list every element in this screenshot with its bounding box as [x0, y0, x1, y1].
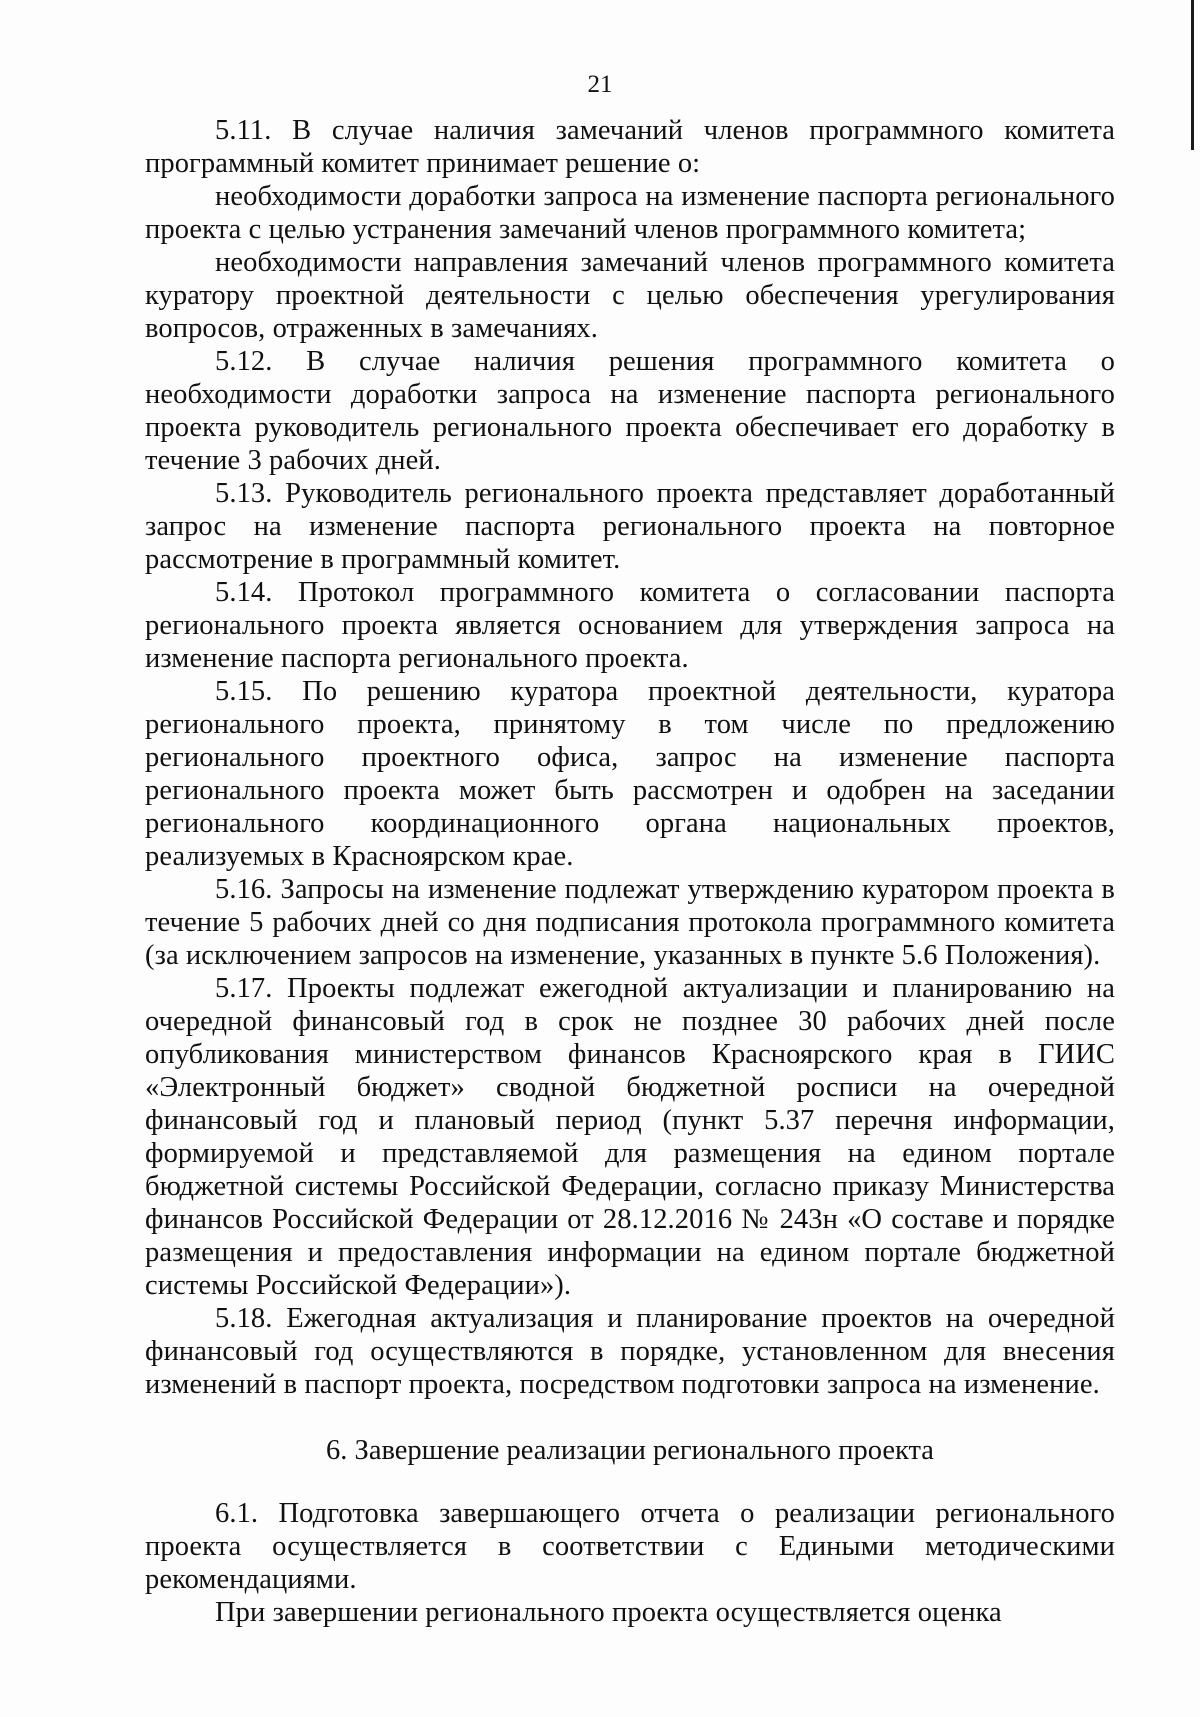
- paragraph-5-16: 5.16. Запросы на изменение подлежат утверждению куратором проекта в течение 5 рабочих дней со дня подписания протокола программного комитета (за исключением запросов на изменение, указанных в пункте 5.6 Положения).: [145, 874, 1115, 971]
- paragraph-6-1: 6.1. Подготовка завершающего отчета о реализации регионального проекта осуществляется в соответствии с Едиными методическими рекомендациями.: [145, 1498, 1115, 1595]
- paragraph-5-17: 5.17. Проекты подлежат ежегодной актуализации и планированию на очередной финансовый год в срок не позднее 30 рабочих дней после опубликования министерством финансов Красноярского края в ГИИС «Электронный бюджет» сводной бюджетной росписи на очередной финансовый год и плановый период (пункт 5.37 перечня информации, формируемой и представляемой для размещения на едином портале бюджетной системы Российской Федерации, согласно приказу Министерства финансов Российской Федерации от 28.12.2016 № 243н «О составе и порядке размещения и предоставления информации на едином портале бюджетной системы Российской Федерации»).: [145, 973, 1115, 1301]
- paragraph-5-11-option-1: необходимости доработки запроса на изменение паспорта регионального проекта с целью устранения замечаний членов программного комитета;: [145, 181, 1115, 245]
- paragraph-5-13: 5.13. Руководитель регионального проекта представляет доработанный запрос на изменение паспорта регионального проекта на повторное рассмотрение в программный комитет.: [145, 478, 1115, 575]
- paragraph-6-continuation: При завершении регионального проекта осуществляется оценка: [215, 1597, 1002, 1628]
- paragraph-5-11-option-2: необходимости направления замечаний членов программного комитета куратору проектной деятельности с целью обеспечения урегулирования вопросов, отраженных в замечаниях.: [145, 247, 1115, 344]
- page-number: 21: [587, 71, 613, 98]
- paragraph-5-18: 5.18. Ежегодная актуализация и планирование проектов на очередной финансовый год осуществляются в порядке, установленном для внесения изменений в паспорт проекта, посредством подготовки запроса на изменение.: [145, 1303, 1115, 1400]
- document-body: [145, 114, 1115, 1629]
- paragraph-5-14: 5.14. Протокол программного комитета о согласовании паспорта регионального проекта является основанием для утверждения запроса на изменение паспорта регионального проекта.: [145, 577, 1115, 674]
- paragraph-5-15: 5.15. По решению куратора проектной деятельности, куратора регионального проекта, принятому в том числе по предложению регионального проектного офиса, запрос на изменение паспорта регионального проекта может быть рассмотрен и одобрен на заседании регионального координационного органа национальных проектов, реализуемых в Красноярском крае.: [145, 676, 1115, 872]
- section-heading: 6. Завершение реализации регионального проекта: [326, 1435, 934, 1466]
- paragraph-5-12: 5.12. В случае наличия решения программного комитета о необходимости доработки запроса на изменение паспорта регионального проекта руководитель регионального проекта обеспечивает его доработку в течение 3 рабочих дней.: [145, 346, 1115, 476]
- paragraph-5-11: 5.11. В случае наличия замечаний членов программного комитета программный комитет принимает решение о:: [145, 115, 1115, 179]
